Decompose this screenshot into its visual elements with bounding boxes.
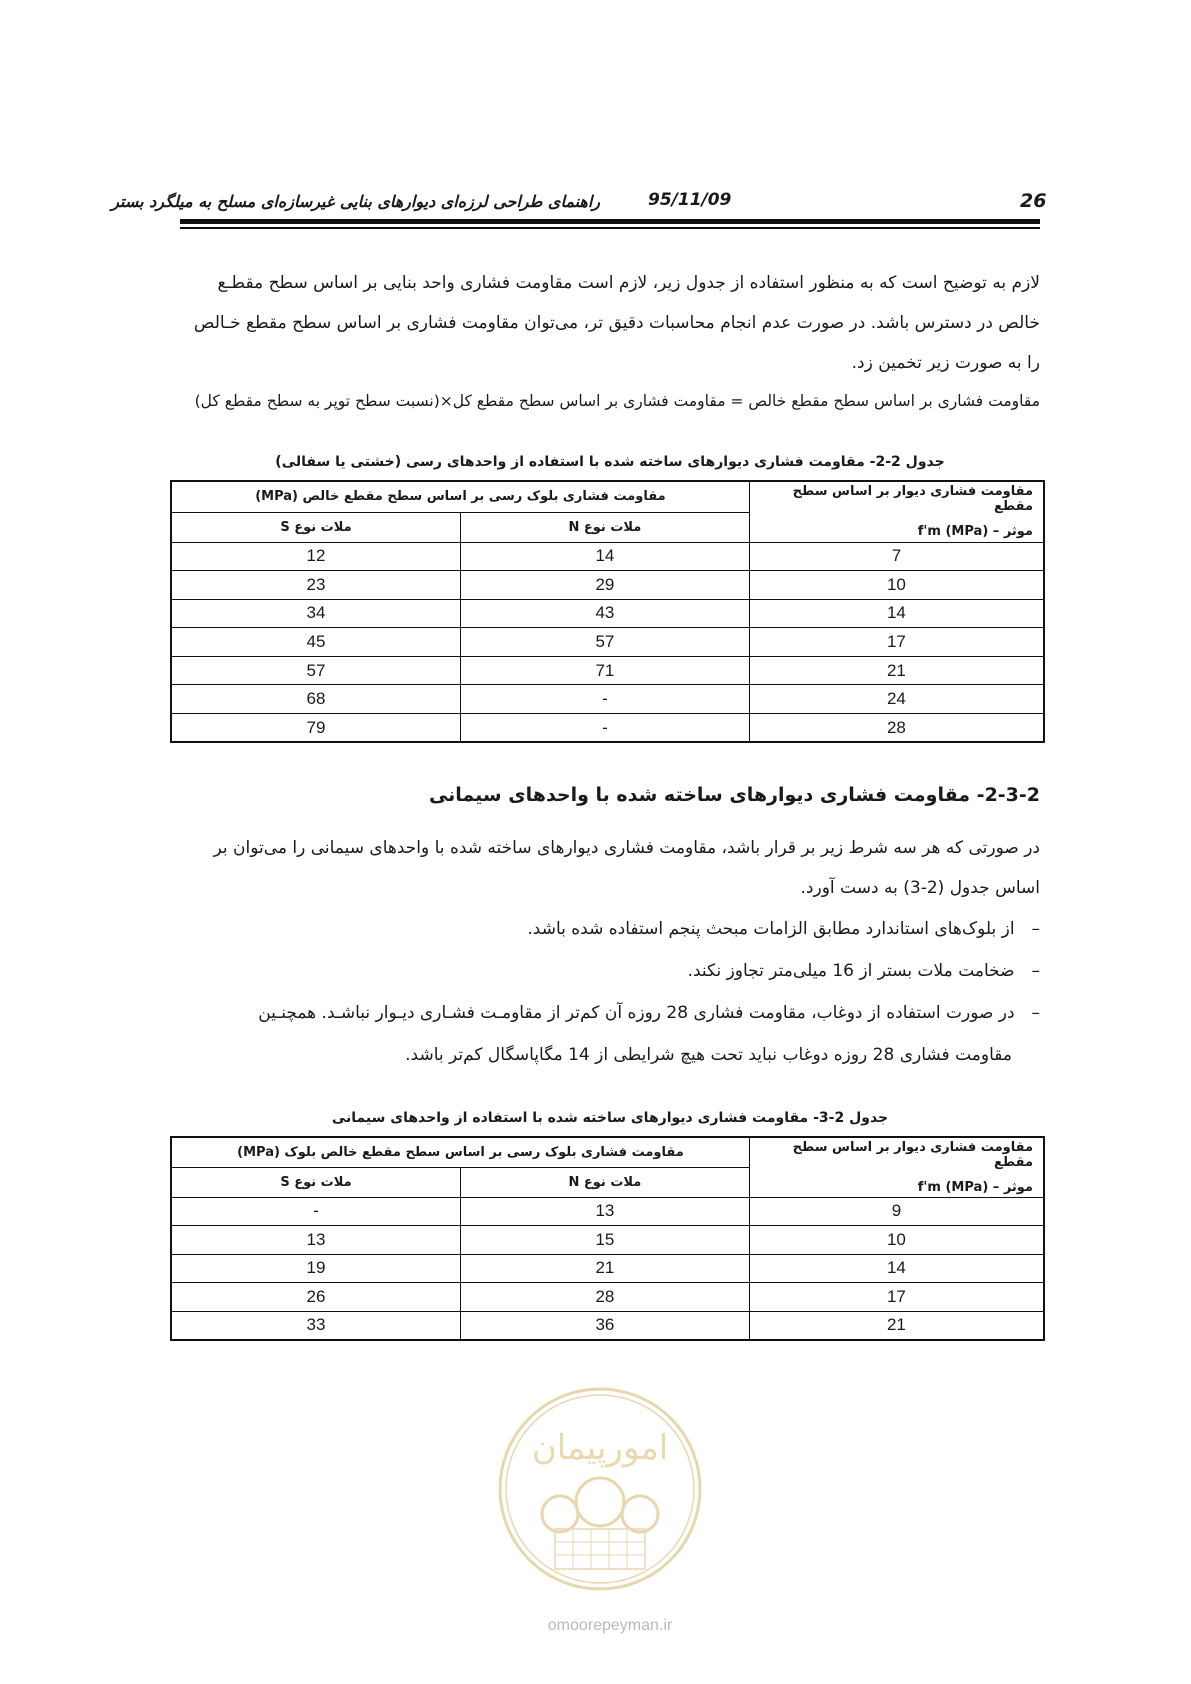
table2-cell-wall: 21 xyxy=(749,1311,1044,1340)
running-title-text: راهنمای طراحی لرزه‌ای دیوارهای بنایی غیرسازه‌ای مسلح به میلگرد بستر xyxy=(111,192,600,211)
table1-cell-s: 45 xyxy=(171,628,460,657)
table1-cell-wall: 7 xyxy=(749,542,1044,571)
table-row xyxy=(171,1226,1044,1255)
table1-cell-wall: 21 xyxy=(749,656,1044,685)
table2-head-wall-l1: مقاومت فشاری دیوار بر اساس سطح مقطع xyxy=(792,1139,1033,1170)
table2-cell-wall: 9 xyxy=(749,1197,1044,1226)
bullet-2 xyxy=(180,961,1040,981)
table2-head-s: ملات نوع S xyxy=(171,1167,460,1197)
table2-head-wall xyxy=(749,1137,1044,1197)
table2-cell-s: - xyxy=(171,1197,460,1226)
header-rule-thick xyxy=(180,219,1040,224)
table-row xyxy=(171,1197,1044,1226)
table2 xyxy=(170,1136,1045,1341)
watermark-seal-text: امورپیمان xyxy=(531,1428,669,1468)
table1-cell-n: 14 xyxy=(460,542,749,571)
table1-cell-n: 57 xyxy=(460,628,749,657)
table1-head-wall xyxy=(749,481,1044,542)
table-row xyxy=(171,571,1044,600)
bullet-dash: – xyxy=(1031,919,1040,939)
table1-cell-wall: 14 xyxy=(749,599,1044,628)
table1-head-wall-l1: مقاومت فشاری دیوار بر اساس سطح مقطع xyxy=(792,484,1033,515)
table1-cell-s: 34 xyxy=(171,599,460,628)
table2-head-wall-l2: موثر – f'm (MPa) xyxy=(917,1179,1033,1195)
table1-cell-wall: 10 xyxy=(749,571,1044,600)
table2-cell-wall: 14 xyxy=(749,1254,1044,1283)
table1-cell-n: - xyxy=(460,714,749,743)
table1-cell-n: 29 xyxy=(460,571,749,600)
bullet-3-text-2: مقاومت فشاری 28 روزه دوغاب نباید تحت هیچ شرایطی از 14 مگاپاسگال کم‌تر باشد. xyxy=(405,1045,1012,1065)
table-row xyxy=(171,1311,1044,1340)
table1-cell-s: 57 xyxy=(171,656,460,685)
table2-cell-n: 36 xyxy=(460,1311,749,1340)
section-p1-line2: اساس جدول (2-3) به دست آورد. xyxy=(800,878,1040,898)
table2-head-block: مقاومت فشاری بلوک رسی بر اساس سطح مقطع خالص بلوک (MPa) xyxy=(171,1137,749,1167)
table-row xyxy=(171,599,1044,628)
table1-cell-s: 23 xyxy=(171,571,460,600)
table1-cell-n: 43 xyxy=(460,599,749,628)
table-row xyxy=(171,628,1044,657)
table1-head-n: ملات نوع N xyxy=(460,512,749,542)
table2-cell-n: 13 xyxy=(460,1197,749,1226)
bullet-2-text: ضخامت ملات بستر از 16 میلی‌متر تجاوز نکند. xyxy=(687,961,1015,981)
header-rule-thin xyxy=(180,227,1040,229)
table-row xyxy=(171,714,1044,743)
intro-line-3: را به صورت زیر تخمین زد. xyxy=(851,353,1040,373)
bullet-1 xyxy=(180,919,1040,939)
running-title xyxy=(111,192,600,211)
table2-cell-wall: 10 xyxy=(749,1226,1044,1255)
table1-cell-wall: 17 xyxy=(749,628,1044,657)
table2-cell-n: 21 xyxy=(460,1254,749,1283)
running-date: 95/11/09 xyxy=(648,190,732,210)
intro-line-2: خالص در دسترس باشد. در صورت عدم انجام محاسبات دقیق تر، می‌توان مقاومت فشاری بر اساس سطح مقطع خـالص xyxy=(193,313,1040,333)
table1-head-block: مقاومت فشاری بلوک رسی بر اساس سطح مقطع خالص (MPa) xyxy=(171,481,749,512)
watermark-seal xyxy=(495,1384,705,1594)
table2-cell-s: 19 xyxy=(171,1254,460,1283)
table-row xyxy=(171,656,1044,685)
table-row xyxy=(171,685,1044,714)
formula: مقاومت فشاری بر اساس سطح مقطع خالص = مقاومت فشاری بر اساس سطح مقطع کل×(نسبت سطح توپر به سطح مقطع کل) xyxy=(194,392,1040,410)
bullet-3-cont xyxy=(180,1045,1040,1065)
table2-cell-n: 28 xyxy=(460,1283,749,1312)
table-row xyxy=(171,542,1044,571)
table1-cell-n: - xyxy=(460,685,749,714)
table1-cell-n: 71 xyxy=(460,656,749,685)
bullet-dash: – xyxy=(1031,961,1040,981)
watermark-url-text: omoorepeyman.ir xyxy=(547,1617,673,1634)
table1-cell-s: 12 xyxy=(171,542,460,571)
table1 xyxy=(170,480,1045,743)
table2-head-n: ملات نوع N xyxy=(460,1167,749,1197)
table1-cell-wall: 24 xyxy=(749,685,1044,714)
bullet-1-text: از بلوک‌های استاندارد مطابق الزامات مبحث پنجم استفاده شده باشد. xyxy=(527,919,1015,939)
table2-cell-n: 15 xyxy=(460,1226,749,1255)
table2-cell-s: 33 xyxy=(171,1311,460,1340)
table1-head-s: ملات نوع S xyxy=(171,512,460,542)
table1-head-wall-l2: موثر – f'm (MPa) xyxy=(917,524,1033,540)
table2-cell-s: 26 xyxy=(171,1283,460,1312)
bullet-3 xyxy=(180,1003,1040,1023)
table1-cell-s: 68 xyxy=(171,685,460,714)
table2-caption: جدول 2-3- مقاومت فشاری دیوارهای ساخته شده با استفاده از واحدهای سیمانی xyxy=(331,1110,889,1126)
page-number: 26 xyxy=(1020,190,1047,212)
table2-cell-wall: 17 xyxy=(749,1283,1044,1312)
section-heading: 2-3-2- مقاومت فشاری دیوارهای ساخته شده با واحدهای سیمانی xyxy=(428,784,1040,806)
table-row xyxy=(171,1283,1044,1312)
bullet-3-text: در صورت استفاده از دوغاب، مقاومت فشاری 28 روزه آن کم‌تر از مقاومـت فشـاری دیـوار نباشـد. همچنـین xyxy=(258,1003,1015,1023)
section-p1-line1: در صورتی که هر سه شرط زیر بر قرار باشد، مقاومت فشاری دیوارهای ساخته شده با واحدهای سیمانی را می‌توان بر xyxy=(213,838,1040,858)
bullet-dash: – xyxy=(1031,1003,1040,1023)
table2-cell-s: 13 xyxy=(171,1226,460,1255)
table1-cell-wall: 28 xyxy=(749,714,1044,743)
table1-cell-s: 79 xyxy=(171,714,460,743)
intro-line-1: لازم به توضیح است که به منظور استفاده از جدول زیر، لازم است مقاومت فشاری واحد بنایی بر اساس سطح مقطـع xyxy=(217,273,1040,293)
table-row xyxy=(171,1254,1044,1283)
watermark-url xyxy=(490,1617,730,1635)
table1-caption: جدول 2-2- مقاومت فشاری دیوارهای ساخته شده با استفاده از واحدهای رسی (خشتی یا سفالی) xyxy=(275,454,945,470)
